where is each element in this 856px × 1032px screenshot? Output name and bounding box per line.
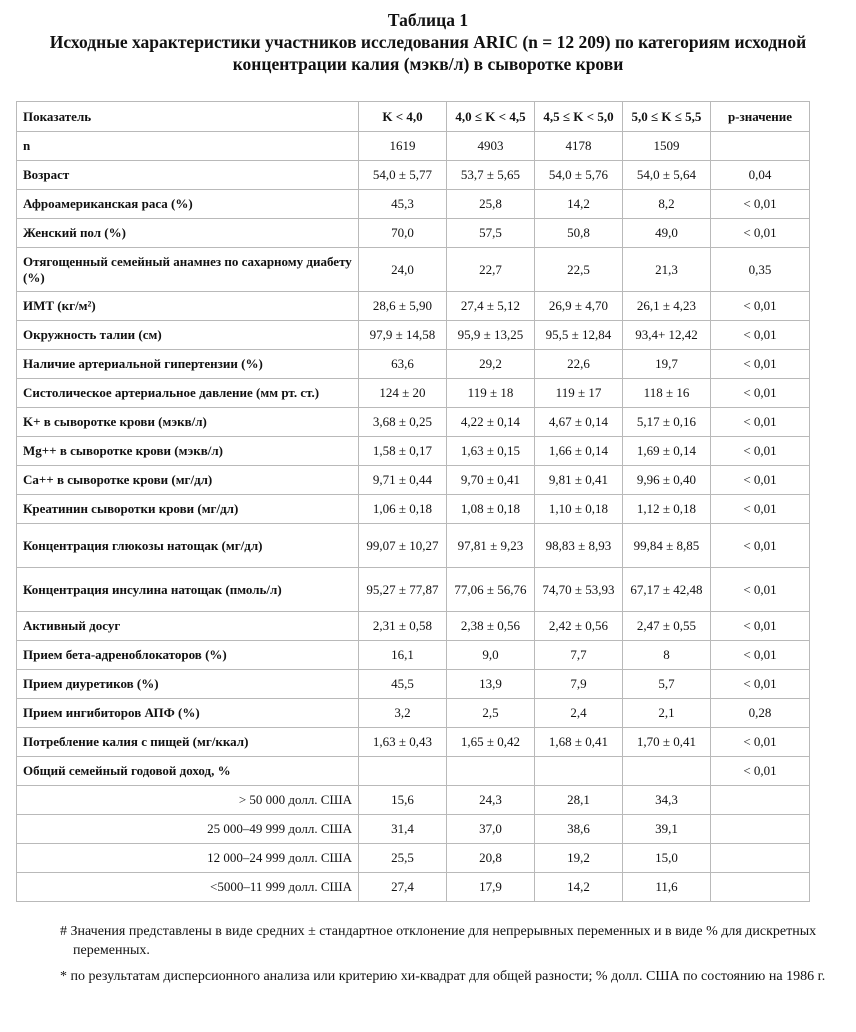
value-cell: 28,1	[535, 786, 623, 815]
table-row	[17, 699, 810, 728]
value-cell: 77,06 ± 56,76	[447, 568, 535, 612]
value-cell: 2,5	[447, 699, 535, 728]
value-cell: 8	[623, 641, 711, 670]
value-cell: 28,6 ± 5,90	[359, 292, 447, 321]
value-cell: 22,6	[535, 350, 623, 379]
value-cell: 3,2	[359, 699, 447, 728]
footnote: * по результатам дисперсионного анализа или критерию хи-квадрат для общей разности; % долл. США по состоянию на 1986 г.	[60, 969, 826, 984]
value-cell: 95,5 ± 12,84	[535, 321, 623, 350]
value-cell: 95,9 ± 13,25	[447, 321, 535, 350]
p-value-cell	[711, 844, 810, 873]
value-cell: 124 ± 20	[359, 379, 447, 408]
value-cell: 9,96 ± 0,40	[623, 466, 711, 495]
value-cell: 1,58 ± 0,17	[359, 437, 447, 466]
row-label: Активный досуг	[17, 612, 359, 641]
p-value-cell: < 0,01	[711, 524, 810, 568]
value-cell: 24,3	[447, 786, 535, 815]
value-cell: 38,6	[535, 815, 623, 844]
table-row	[17, 190, 810, 219]
value-cell: 67,17 ± 42,48	[623, 568, 711, 612]
value-cell: 4903	[447, 132, 535, 161]
row-label: <5000–11 999 долл. США	[17, 873, 359, 902]
p-value-cell: < 0,01	[711, 190, 810, 219]
value-cell: 5,7	[623, 670, 711, 699]
p-value-cell: < 0,01	[711, 379, 810, 408]
value-cell: 9,70 ± 0,41	[447, 466, 535, 495]
value-cell: 1,08 ± 0,18	[447, 495, 535, 524]
value-cell	[535, 757, 623, 786]
value-cell: 7,7	[535, 641, 623, 670]
value-cell: 2,31 ± 0,58	[359, 612, 447, 641]
value-cell: 1509	[623, 132, 711, 161]
row-label: Женский пол (%)	[17, 219, 359, 248]
value-cell: 2,38 ± 0,56	[447, 612, 535, 641]
value-cell: 4,22 ± 0,14	[447, 408, 535, 437]
value-cell: 9,0	[447, 641, 535, 670]
value-cell: 2,42 ± 0,56	[535, 612, 623, 641]
value-cell: 26,1 ± 4,23	[623, 292, 711, 321]
value-cell: 95,27 ± 77,87	[359, 568, 447, 612]
p-value-cell	[711, 132, 810, 161]
table-row	[17, 219, 810, 248]
value-cell: 1,12 ± 0,18	[623, 495, 711, 524]
value-cell: 45,5	[359, 670, 447, 699]
value-cell: 4,67 ± 0,14	[535, 408, 623, 437]
value-cell: 1619	[359, 132, 447, 161]
value-cell: 8,2	[623, 190, 711, 219]
header-row	[17, 102, 810, 132]
table-body	[17, 132, 810, 902]
value-cell: 54,0 ± 5,77	[359, 161, 447, 190]
row-label: 25 000–49 999 долл. США	[17, 815, 359, 844]
table-row	[17, 728, 810, 757]
row-label: Прием диуретиков (%)	[17, 670, 359, 699]
table-row	[17, 248, 810, 292]
value-cell: 1,06 ± 0,18	[359, 495, 447, 524]
column-header: 4,0 ≤ K < 4,5	[447, 102, 535, 132]
value-cell: 25,5	[359, 844, 447, 873]
table-row	[17, 379, 810, 408]
value-cell: 31,4	[359, 815, 447, 844]
value-cell: 20,8	[447, 844, 535, 873]
p-value-cell: < 0,01	[711, 292, 810, 321]
value-cell: 118 ± 16	[623, 379, 711, 408]
table-row	[17, 408, 810, 437]
value-cell: 1,70 ± 0,41	[623, 728, 711, 757]
p-value-cell: < 0,01	[711, 670, 810, 699]
value-cell: 1,66 ± 0,14	[535, 437, 623, 466]
p-value-cell: < 0,01	[711, 568, 810, 612]
value-cell: 1,10 ± 0,18	[535, 495, 623, 524]
p-value-cell: < 0,01	[711, 466, 810, 495]
row-label: Ca++ в сыворотке крови (мг/дл)	[17, 466, 359, 495]
value-cell: 98,83 ± 8,93	[535, 524, 623, 568]
row-label: > 50 000 долл. США	[17, 786, 359, 815]
value-cell: 97,81 ± 9,23	[447, 524, 535, 568]
value-cell: 2,4	[535, 699, 623, 728]
column-header: K < 4,0	[359, 102, 447, 132]
p-value-cell: < 0,01	[711, 757, 810, 786]
table-row	[17, 873, 810, 902]
value-cell: 1,63 ± 0,15	[447, 437, 535, 466]
value-cell: 99,07 ± 10,27	[359, 524, 447, 568]
value-cell	[359, 757, 447, 786]
p-value-cell	[711, 786, 810, 815]
column-header: 4,5 ≤ K < 5,0	[535, 102, 623, 132]
value-cell: 53,7 ± 5,65	[447, 161, 535, 190]
table-row	[17, 161, 810, 190]
column-header: 5,0 ≤ K ≤ 5,5	[623, 102, 711, 132]
row-label: Mg++ в сыворотке крови (мэкв/л)	[17, 437, 359, 466]
footnotes	[60, 922, 840, 993]
table-row	[17, 670, 810, 699]
table-row	[17, 612, 810, 641]
value-cell: 24,0	[359, 248, 447, 292]
value-cell: 16,1	[359, 641, 447, 670]
value-cell: 27,4	[359, 873, 447, 902]
value-cell: 1,65 ± 0,42	[447, 728, 535, 757]
value-cell: 97,9 ± 14,58	[359, 321, 447, 350]
value-cell: 49,0	[623, 219, 711, 248]
row-label: Наличие артериальной гипертензии (%)	[17, 350, 359, 379]
value-cell: 1,63 ± 0,43	[359, 728, 447, 757]
value-cell: 25,8	[447, 190, 535, 219]
value-cell: 22,7	[447, 248, 535, 292]
value-cell: 15,0	[623, 844, 711, 873]
value-cell: 2,1	[623, 699, 711, 728]
row-label: Окружность талии (см)	[17, 321, 359, 350]
table-row	[17, 641, 810, 670]
row-label: Афроамериканская раса (%)	[17, 190, 359, 219]
p-value-cell: < 0,01	[711, 408, 810, 437]
value-cell	[447, 757, 535, 786]
footnote: # Значения представлены в виде средних ± стандартное отклонение для непрерывных переменных и в виде % для дискретных переменных.	[60, 924, 817, 958]
table-number: Таблица 1	[387, 10, 469, 30]
value-cell: 57,5	[447, 219, 535, 248]
p-value-cell: < 0,01	[711, 321, 810, 350]
row-label: Креатинин сыворотки крови (мг/дл)	[17, 495, 359, 524]
value-cell: 19,7	[623, 350, 711, 379]
value-cell: 4178	[535, 132, 623, 161]
table-row	[17, 844, 810, 873]
table-row	[17, 815, 810, 844]
value-cell: 74,70 ± 53,93	[535, 568, 623, 612]
value-cell: 11,6	[623, 873, 711, 902]
value-cell: 50,8	[535, 219, 623, 248]
row-label: Отягощенный семейный анамнез по сахарному диабету (%)	[17, 248, 359, 292]
value-cell: 27,4 ± 5,12	[447, 292, 535, 321]
p-value-cell	[711, 815, 810, 844]
table-row	[17, 132, 810, 161]
p-value-cell: < 0,01	[711, 437, 810, 466]
value-cell: 9,71 ± 0,44	[359, 466, 447, 495]
value-cell: 63,6	[359, 350, 447, 379]
value-cell: 45,3	[359, 190, 447, 219]
p-value-cell	[711, 873, 810, 902]
value-cell: 9,81 ± 0,41	[535, 466, 623, 495]
value-cell: 70,0	[359, 219, 447, 248]
row-label: Прием ингибиторов АПФ (%)	[17, 699, 359, 728]
value-cell: 26,9 ± 4,70	[535, 292, 623, 321]
column-header: p-значение	[711, 102, 810, 132]
row-label: Концентрация инсулина натощак (пмоль/л)	[17, 568, 359, 612]
value-cell: 93,4+ 12,42	[623, 321, 711, 350]
table-row	[17, 466, 810, 495]
value-cell: 37,0	[447, 815, 535, 844]
table-row	[17, 786, 810, 815]
value-cell: 17,9	[447, 873, 535, 902]
p-value-cell: 0,35	[711, 248, 810, 292]
value-cell	[623, 757, 711, 786]
p-value-cell: < 0,01	[711, 641, 810, 670]
value-cell: 119 ± 17	[535, 379, 623, 408]
characteristics-table	[16, 101, 810, 902]
value-cell: 1,68 ± 0,41	[535, 728, 623, 757]
value-cell: 99,84 ± 8,85	[623, 524, 711, 568]
table-row	[17, 568, 810, 612]
table-row	[17, 524, 810, 568]
value-cell: 14,2	[535, 873, 623, 902]
row-label: Систолическое артериальное давление (мм рт. ст.)	[17, 379, 359, 408]
table-row	[17, 437, 810, 466]
value-cell: 13,9	[447, 670, 535, 699]
row-label: K+ в сыворотке крови (мэкв/л)	[17, 408, 359, 437]
table-title: Исходные характеристики участников исследования ARIC (n = 12 209) по категориям исходной концентрации калия (мэкв/л) в сыворотке крови	[49, 32, 807, 74]
p-value-cell: < 0,01	[711, 495, 810, 524]
table-row	[17, 350, 810, 379]
value-cell: 15,6	[359, 786, 447, 815]
row-label: Общий семейный годовой доход, %	[17, 757, 359, 786]
value-cell: 19,2	[535, 844, 623, 873]
row-label: n	[17, 132, 359, 161]
value-cell: 14,2	[535, 190, 623, 219]
row-label: Возраст	[17, 161, 359, 190]
p-value-cell: < 0,01	[711, 728, 810, 757]
table-row	[17, 321, 810, 350]
table-row	[17, 495, 810, 524]
value-cell: 1,69 ± 0,14	[623, 437, 711, 466]
p-value-cell: < 0,01	[711, 350, 810, 379]
row-label: 12 000–24 999 долл. США	[17, 844, 359, 873]
column-header: Показатель	[17, 102, 359, 132]
row-label: Прием бета-адреноблокаторов (%)	[17, 641, 359, 670]
p-value-cell: 0,28	[711, 699, 810, 728]
table-caption	[22, 9, 834, 75]
row-label: Концентрация глюкозы натощак (мг/дл)	[17, 524, 359, 568]
table-row	[17, 292, 810, 321]
value-cell: 54,0 ± 5,76	[535, 161, 623, 190]
value-cell: 54,0 ± 5,64	[623, 161, 711, 190]
value-cell: 7,9	[535, 670, 623, 699]
value-cell: 119 ± 18	[447, 379, 535, 408]
value-cell: 21,3	[623, 248, 711, 292]
row-label: Потребление калия с пищей (мг/ккал)	[17, 728, 359, 757]
row-label: ИМТ (кг/м²)	[17, 292, 359, 321]
p-value-cell: 0,04	[711, 161, 810, 190]
value-cell: 3,68 ± 0,25	[359, 408, 447, 437]
value-cell: 2,47 ± 0,55	[623, 612, 711, 641]
p-value-cell: < 0,01	[711, 612, 810, 641]
p-value-cell: < 0,01	[711, 219, 810, 248]
value-cell: 34,3	[623, 786, 711, 815]
value-cell: 22,5	[535, 248, 623, 292]
value-cell: 5,17 ± 0,16	[623, 408, 711, 437]
table-row	[17, 757, 810, 786]
value-cell: 39,1	[623, 815, 711, 844]
value-cell: 29,2	[447, 350, 535, 379]
